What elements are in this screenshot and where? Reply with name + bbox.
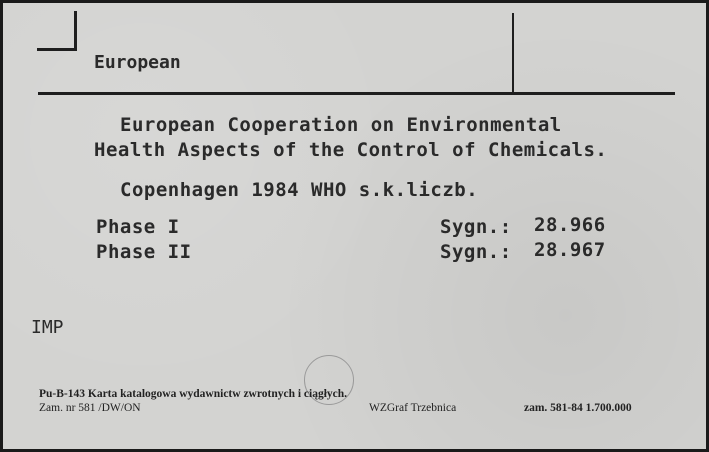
volume-sygn-label-1: Sygn.: bbox=[440, 216, 512, 238]
header-divider-vertical bbox=[512, 13, 514, 93]
order-left: Zam. nr 581 /DW/ON bbox=[39, 402, 141, 414]
form-code: Pu-B-143 bbox=[39, 388, 85, 400]
imprint: Copenhagen 1984 WHO s.k.liczb. bbox=[120, 179, 479, 201]
category-heading: European bbox=[94, 52, 181, 73]
volume-sygn-value-1: 28.966 bbox=[534, 214, 606, 236]
corner-bracket-horizontal bbox=[37, 48, 77, 51]
note-imp: IMP bbox=[31, 317, 64, 338]
title-line-2: Health Aspects of the Control of Chemicals. bbox=[94, 139, 608, 161]
form-line-1 bbox=[39, 388, 347, 400]
volume-label-2: Phase II bbox=[96, 241, 192, 263]
header-rule bbox=[38, 92, 675, 95]
printer-name: WZGraf Trzebnica bbox=[369, 402, 457, 414]
catalog-card bbox=[3, 3, 706, 449]
volume-sygn-label-2: Sygn.: bbox=[440, 241, 512, 263]
order-right: zam. 581-84 1.700.000 bbox=[524, 402, 632, 414]
volume-label-1: Phase I bbox=[96, 216, 180, 238]
corner-bracket-vertical bbox=[74, 11, 77, 51]
title-line-1: European Cooperation on Environmental bbox=[120, 114, 562, 136]
form-title: Karta katalogowa wydawnictw zwrotnych i ciągłych. bbox=[87, 388, 348, 400]
volume-sygn-value-2: 28.967 bbox=[534, 239, 606, 261]
